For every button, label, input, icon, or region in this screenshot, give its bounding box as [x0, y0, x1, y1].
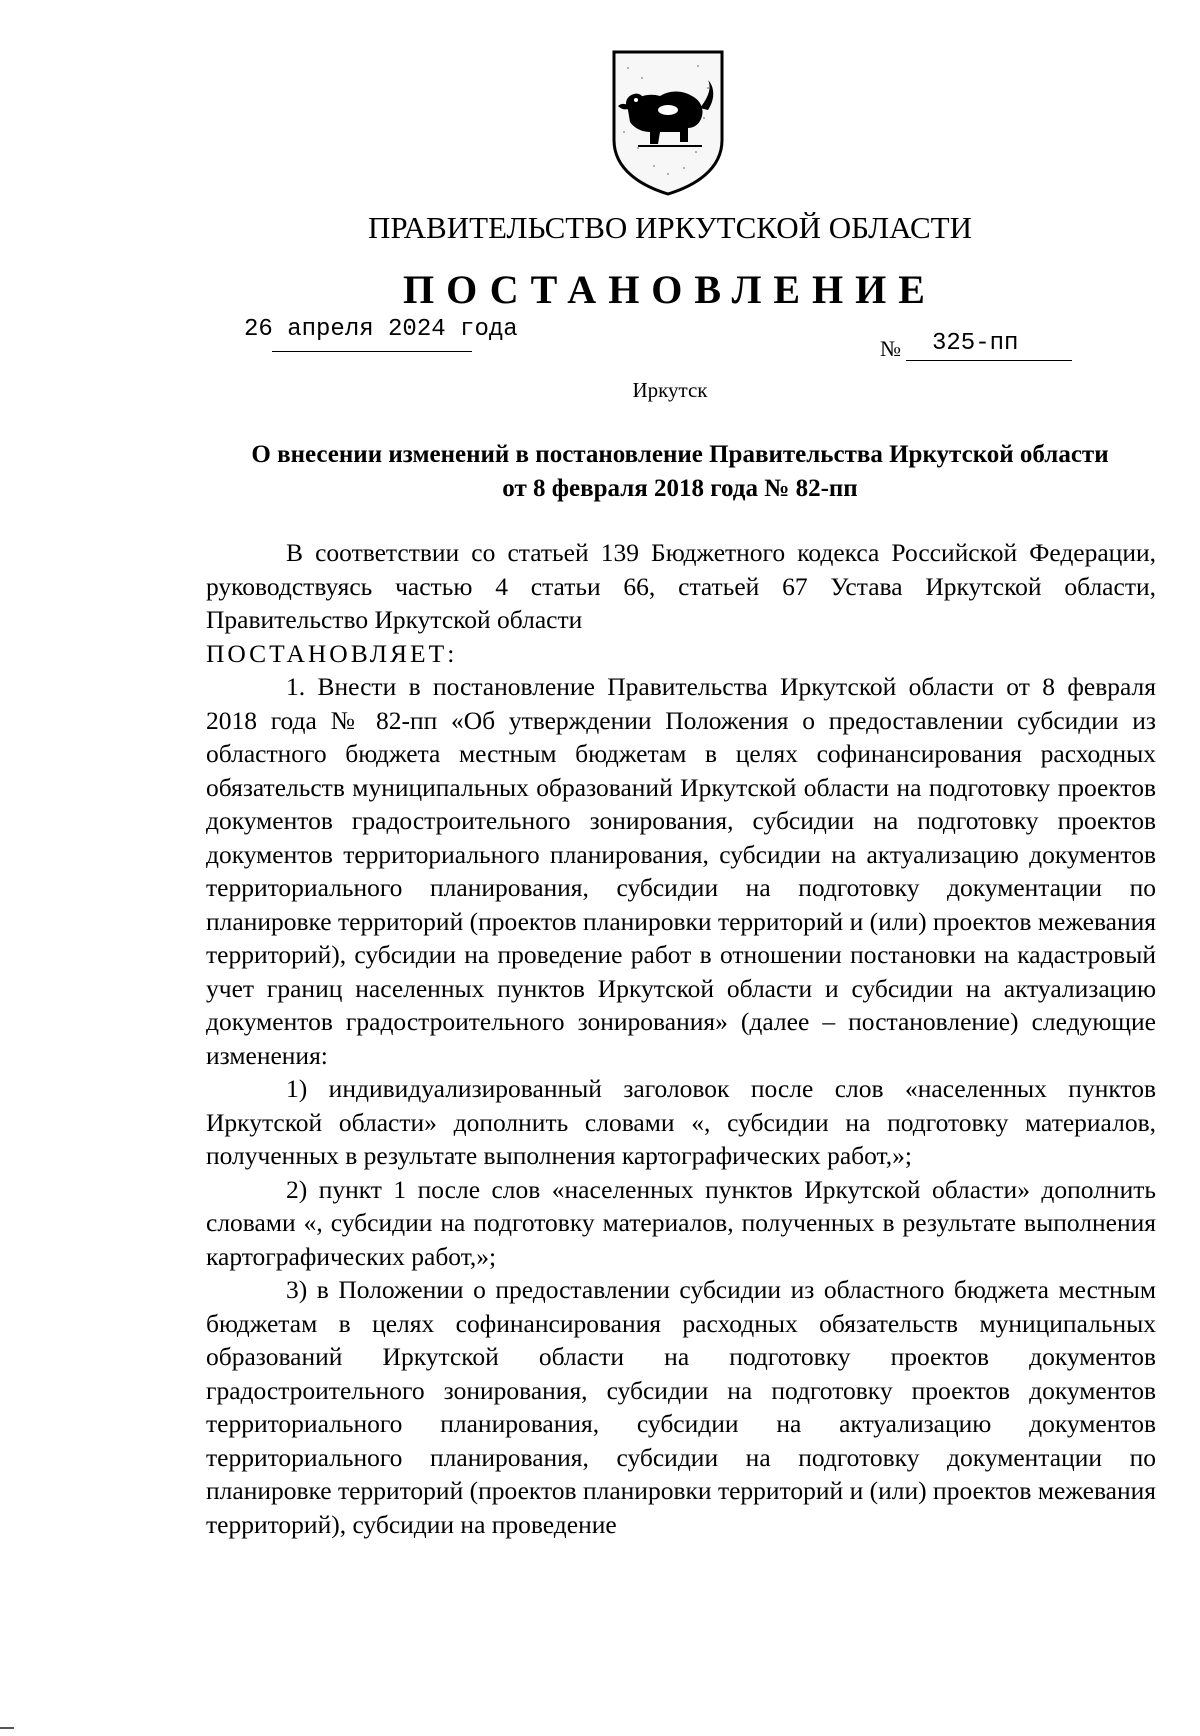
- page-edge-mark: [0, 1727, 14, 1729]
- date-underline: [272, 351, 472, 352]
- government-name: ПРАВИТЕЛЬСТВО ИРКУТСКОЙ ОБЛАСТИ: [367, 210, 972, 245]
- number-underline: [906, 360, 1072, 361]
- number-sign: №: [880, 336, 901, 361]
- decree-number: 325-пп: [932, 330, 1019, 357]
- resolves-line: ПОСТАНОВЛЯЕТ:: [206, 638, 458, 668]
- city-name: Иркутск: [632, 378, 708, 402]
- preamble-paragraph: В соответствии со статьей 139 Бюджетного кодекса Российской Федерации, руководствуясь частью 4 статьи 66, статьей 67 Устава Иркутской области, Правительство Иркутской области: [206, 538, 1156, 634]
- subitem-3-paragraph: 3) в Положении о предоставлении субсидии из областного бюджета местным бюджетам в целях софинансирования расходных обязательств муниципальных образований Иркутской области на подготовку проектов документов градостроительного зонирования, субсидии на подготовку проектов документов территориального планирования, субсидии на актуализацию документов территориального планирования, субсидии на подготовку документации по планировке территорий (проектов планировки территорий и (или) проектов межевания территорий), субсидии на проведение: [206, 1275, 1156, 1539]
- item-1-paragraph: 1. Внести в постановление Правительства Иркутской области от 8 февраля 2018 года № 82-пп «Об утверждении Положения о предоставлении субсидии из областного бюджета местным бюджетам в целях софинансирования расходных обязательств муниципальных образований Иркутской области на подготовку проектов документов градостроительного зонирования, субсидии на подготовку проектов документов территориального планирования, субсидии на актуализацию документов территориального планирования, субсидии на подготовку документации по планировке территорий (проектов планировки территорий и (или) проектов межевания территорий), субсидии на проведение работ в отношении постановки на кадастровый учет границ населенных пунктов Иркутской области и субсидии на актуализацию документов градостроительного зонирования» (далее – постановление) следующие изменения:: [206, 672, 1156, 1070]
- document-heading: О внесении изменений в постановление Правительства Иркутской области от 8 февраля 2018 года № 82-пп: [251, 441, 1109, 502]
- decree-date: 26 апреля 2024 года: [244, 316, 518, 343]
- irkutsk-coat-of-arms-icon: [608, 48, 728, 198]
- subitem-1-paragraph: 1) индивидуализированный заголовок после слов «населенных пунктов Иркутской области» дополнить словами «, субсидии на подготовку материалов, полученных в результате выполнения картографических работ,»;: [206, 1074, 1156, 1170]
- subitem-2-paragraph: 2) пункт 1 после слов «населенных пунктов Иркутской области» дополнить словами «, субсидии на подготовку материалов, полученных в результате выполнения картографических работ,»;: [206, 1174, 1156, 1271]
- document-body: [206, 536, 1156, 1541]
- document-type-title: ПОСТАНОВЛЕНИЕ: [403, 267, 937, 312]
